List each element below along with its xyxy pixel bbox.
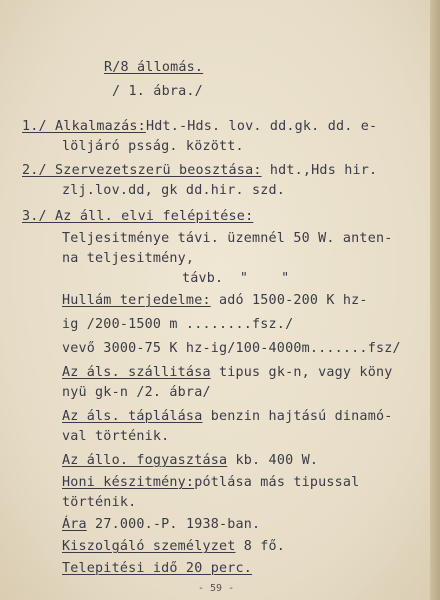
wave-range-line-2: ig /200-1500 m ........fsz./ [62, 317, 294, 332]
wave-range-line-3: vevő 3000-75 K hz-ig/100-4000m.......fsz/ [62, 341, 401, 356]
figure-reference: / 1. ábra./ [112, 84, 203, 99]
power-text: benzin hajtású dinamó- [202, 409, 393, 424]
performance-line-1: Teljesitménye távi. üzemnél 50 W. anten- [62, 231, 393, 246]
item-2-continuation: zlj.lov.dd, gk dd.hir. szd. [62, 183, 286, 198]
crew-label: Kiszolgáló személyzet [62, 539, 236, 554]
consumption-line [62, 454, 318, 467]
item-1-text: Hdt.-Hds. lov. dd.gk. dd. e- [145, 119, 378, 134]
item-3-label: 3./ Az áll. elvi felépitése: [22, 209, 254, 224]
page-number: - 59 - [198, 583, 235, 594]
item-1 [22, 120, 377, 133]
power-line-2: val történik. [62, 429, 170, 444]
replacement-text: pótlása más tipussal [194, 475, 360, 490]
transport-line-1 [62, 366, 392, 379]
wave-range-text: adó 1500-200 K hz- [210, 293, 368, 308]
power-line-1 [62, 410, 392, 423]
consumption-text: kb. 400 W. [227, 453, 319, 468]
replacement-line-2: történik. [62, 495, 137, 510]
crew-text: 8 fő. [235, 539, 286, 554]
item-2 [22, 164, 377, 177]
item-2-label: 2./ Szervezetszerü beosztása: [22, 163, 262, 178]
price-line [62, 518, 260, 531]
wave-range-label: Hullám terjedelme: [62, 293, 211, 308]
performance-line-3: távb. " " [182, 271, 290, 286]
page-edge [430, 0, 440, 600]
wave-range-line-1 [62, 294, 368, 307]
transport-line-2: nyü gk-n /2. ábra/ [62, 385, 211, 400]
document-title: R/8 állomás. [104, 60, 204, 75]
replacement-line-1 [62, 476, 359, 489]
price-text: 27.000.-P. 1938-ban. [86, 517, 261, 532]
price-label: Ára [62, 517, 87, 532]
item-1-continuation: löljáró psság. között. [62, 139, 244, 154]
crew-line [62, 540, 285, 553]
item-1-label: 1./ Alkalmazás: [22, 119, 146, 134]
transport-text: tipus gk-n, vagy köny [210, 365, 393, 380]
replacement-label: Honi készitmény: [62, 475, 195, 490]
transport-label: Az áls. szállitása [62, 365, 211, 380]
consumption-label: Az állo. fogyasztása [62, 453, 228, 468]
performance-line-2: na teljesitmény, [62, 251, 195, 266]
setup-time-line: Telepitési idő 20 perc. [62, 561, 253, 576]
item-2-text: hdt.,Hds hir. [261, 163, 378, 178]
power-label: Az áls. táplálása [62, 409, 203, 424]
